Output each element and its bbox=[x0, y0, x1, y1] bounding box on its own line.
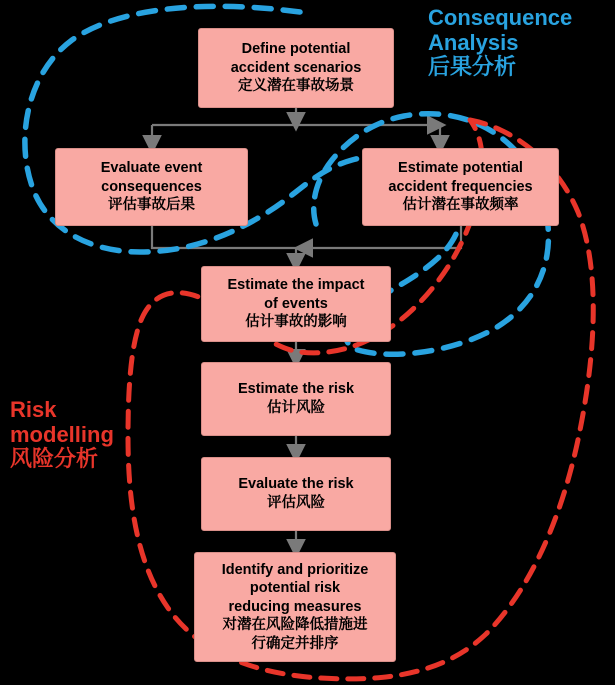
node-line-cn: 对潜在风险降低措施进 bbox=[222, 617, 368, 634]
node-line: of events bbox=[264, 295, 328, 312]
node-line-cn: 估计事故的影响 bbox=[245, 314, 347, 331]
node-line: Define potential bbox=[241, 41, 351, 58]
node-identify-measures[interactable] bbox=[194, 552, 396, 662]
node-estimate-impact[interactable] bbox=[201, 266, 391, 342]
node-line: Evaluate event bbox=[100, 160, 203, 177]
node-line: Evaluate the risk bbox=[238, 476, 354, 493]
node-line: Estimate the risk bbox=[237, 381, 355, 398]
annotation-line-cn: 后果分析 bbox=[428, 54, 517, 80]
annotation-line: Analysis bbox=[428, 29, 519, 55]
annotation-line: Risk bbox=[10, 397, 57, 422]
node-evaluate-risk[interactable] bbox=[201, 457, 391, 531]
node-estimate-risk[interactable] bbox=[201, 362, 391, 436]
node-line-cn: 行确定并排序 bbox=[251, 635, 339, 652]
node-line: consequences bbox=[101, 178, 202, 195]
node-line-cn: 估计潜在事故频率 bbox=[402, 197, 519, 214]
annotation-line-cn: 风险分析 bbox=[10, 446, 99, 472]
node-line: Identify and prioritize bbox=[221, 561, 369, 578]
annotation-risk-modelling bbox=[10, 398, 114, 472]
node-estimate-frequencies[interactable] bbox=[362, 148, 559, 226]
node-line: Estimate potential bbox=[398, 160, 523, 177]
annotation-line: modelling bbox=[10, 421, 114, 447]
node-line: reducing measures bbox=[228, 598, 362, 615]
node-line: potential risk bbox=[249, 580, 341, 597]
node-line: accident scenarios bbox=[230, 59, 362, 76]
node-line: accident frequencies bbox=[388, 178, 533, 195]
node-line: Estimate the impact bbox=[227, 277, 365, 294]
node-line-cn: 估计风险 bbox=[267, 400, 325, 416]
node-line-cn: 定义潜在事故场景 bbox=[238, 78, 354, 95]
annotation-consequence-analysis bbox=[428, 6, 572, 80]
node-line-cn: 评估事故后果 bbox=[108, 197, 195, 214]
node-define-scenarios[interactable] bbox=[198, 28, 394, 108]
annotation-line: Consequence bbox=[428, 5, 573, 30]
node-line-cn: 评估风险 bbox=[267, 495, 325, 511]
node-evaluate-consequences[interactable] bbox=[55, 148, 248, 226]
